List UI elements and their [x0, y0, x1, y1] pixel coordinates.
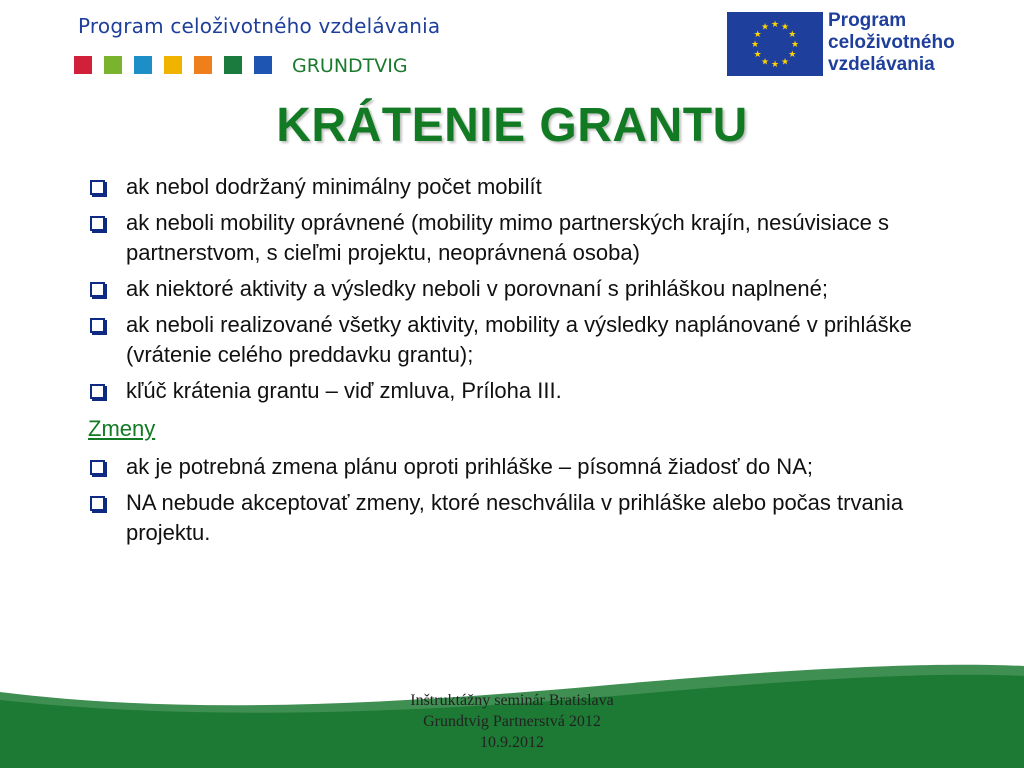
zmeny-link[interactable]: Zmeny [88, 416, 156, 441]
color-square [104, 56, 122, 74]
eu-star-icon: ★ [753, 50, 762, 60]
eu-star-icon: ★ [770, 20, 780, 30]
eu-star-icon: ★ [760, 22, 770, 33]
eu-star-icon: ★ [790, 40, 800, 50]
footer-line: 10.9.2012 [480, 734, 544, 751]
square-bullet-icon [90, 318, 105, 333]
program-header-title: Program celoživotného vzdelávania [78, 14, 441, 38]
color-squares-row [74, 56, 272, 74]
footer-line: Grundtvig Partnerstvá 2012 [423, 713, 601, 730]
eu-star-icon: ★ [780, 57, 790, 68]
bullet-item [88, 376, 968, 406]
eu-star-icon: ★ [760, 57, 770, 68]
eu-star-icon: ★ [770, 60, 780, 70]
square-bullet-icon [90, 180, 105, 195]
square-bullet-icon [90, 460, 105, 475]
color-square [74, 56, 92, 74]
footer-text [0, 690, 1024, 753]
footer-line: Inštruktážny seminár Bratislava [410, 692, 614, 709]
slide-title: KRÁTENIE GRANTU [276, 99, 748, 152]
eu-star-icon: ★ [788, 50, 797, 60]
eu-text-line: celoživotného [828, 32, 955, 53]
color-square [224, 56, 242, 74]
bullet-item [88, 172, 968, 202]
bullet-item [88, 310, 968, 370]
square-bullet-icon [90, 282, 105, 297]
bullet-text: kľúč krátenia grantu – viď zmluva, Príloha III. [126, 378, 562, 403]
eu-star-icon: ★ [750, 40, 760, 50]
bullet-text: ak nebol dodržaný minimálny počet mobilít [126, 174, 542, 199]
color-square [134, 56, 152, 74]
bullet-text: ak neboli realizované všetky aktivity, mobility a výsledky naplánované v prihláške (vrátenie celého preddavku grantu); [126, 312, 912, 367]
eu-program-text [828, 10, 998, 76]
square-bullet-icon [90, 496, 105, 511]
square-bullet-icon [90, 216, 105, 231]
square-bullet-icon [90, 384, 105, 399]
eu-star-icon: ★ [788, 30, 797, 40]
eu-flag-icon [727, 12, 823, 76]
bullet-text: NA nebude akceptovať zmeny, ktoré neschválila v prihláške alebo počas trvania projektu. [126, 490, 904, 545]
eu-star-icon: ★ [753, 30, 762, 40]
slide-content [88, 172, 968, 554]
bullet-item [88, 488, 968, 548]
eu-star-icon: ★ [780, 22, 790, 33]
bullet-text: ak je potrebná zmena plánu oproti prihláške – písomná žiadosť do NA; [126, 454, 813, 479]
bullet-item [88, 274, 968, 304]
bullet-text: ak neboli mobility oprávnené (mobility mimo partnerských krajín, nesúvisiace s partnerstvom, s cieľmi projektu, neoprávnená osoba) [126, 210, 889, 265]
eu-text-line: vzdelávania [828, 54, 935, 75]
grundtvig-label: GRUNDTVIG [292, 55, 408, 77]
bullet-item [88, 452, 968, 482]
color-square [164, 56, 182, 74]
color-square [194, 56, 212, 74]
color-square [254, 56, 272, 74]
bullet-text: ak niektoré aktivity a výsledky neboli v porovnaní s prihláškou naplnené; [126, 276, 828, 301]
bullet-item [88, 208, 968, 268]
eu-text-line: Program [828, 10, 907, 31]
